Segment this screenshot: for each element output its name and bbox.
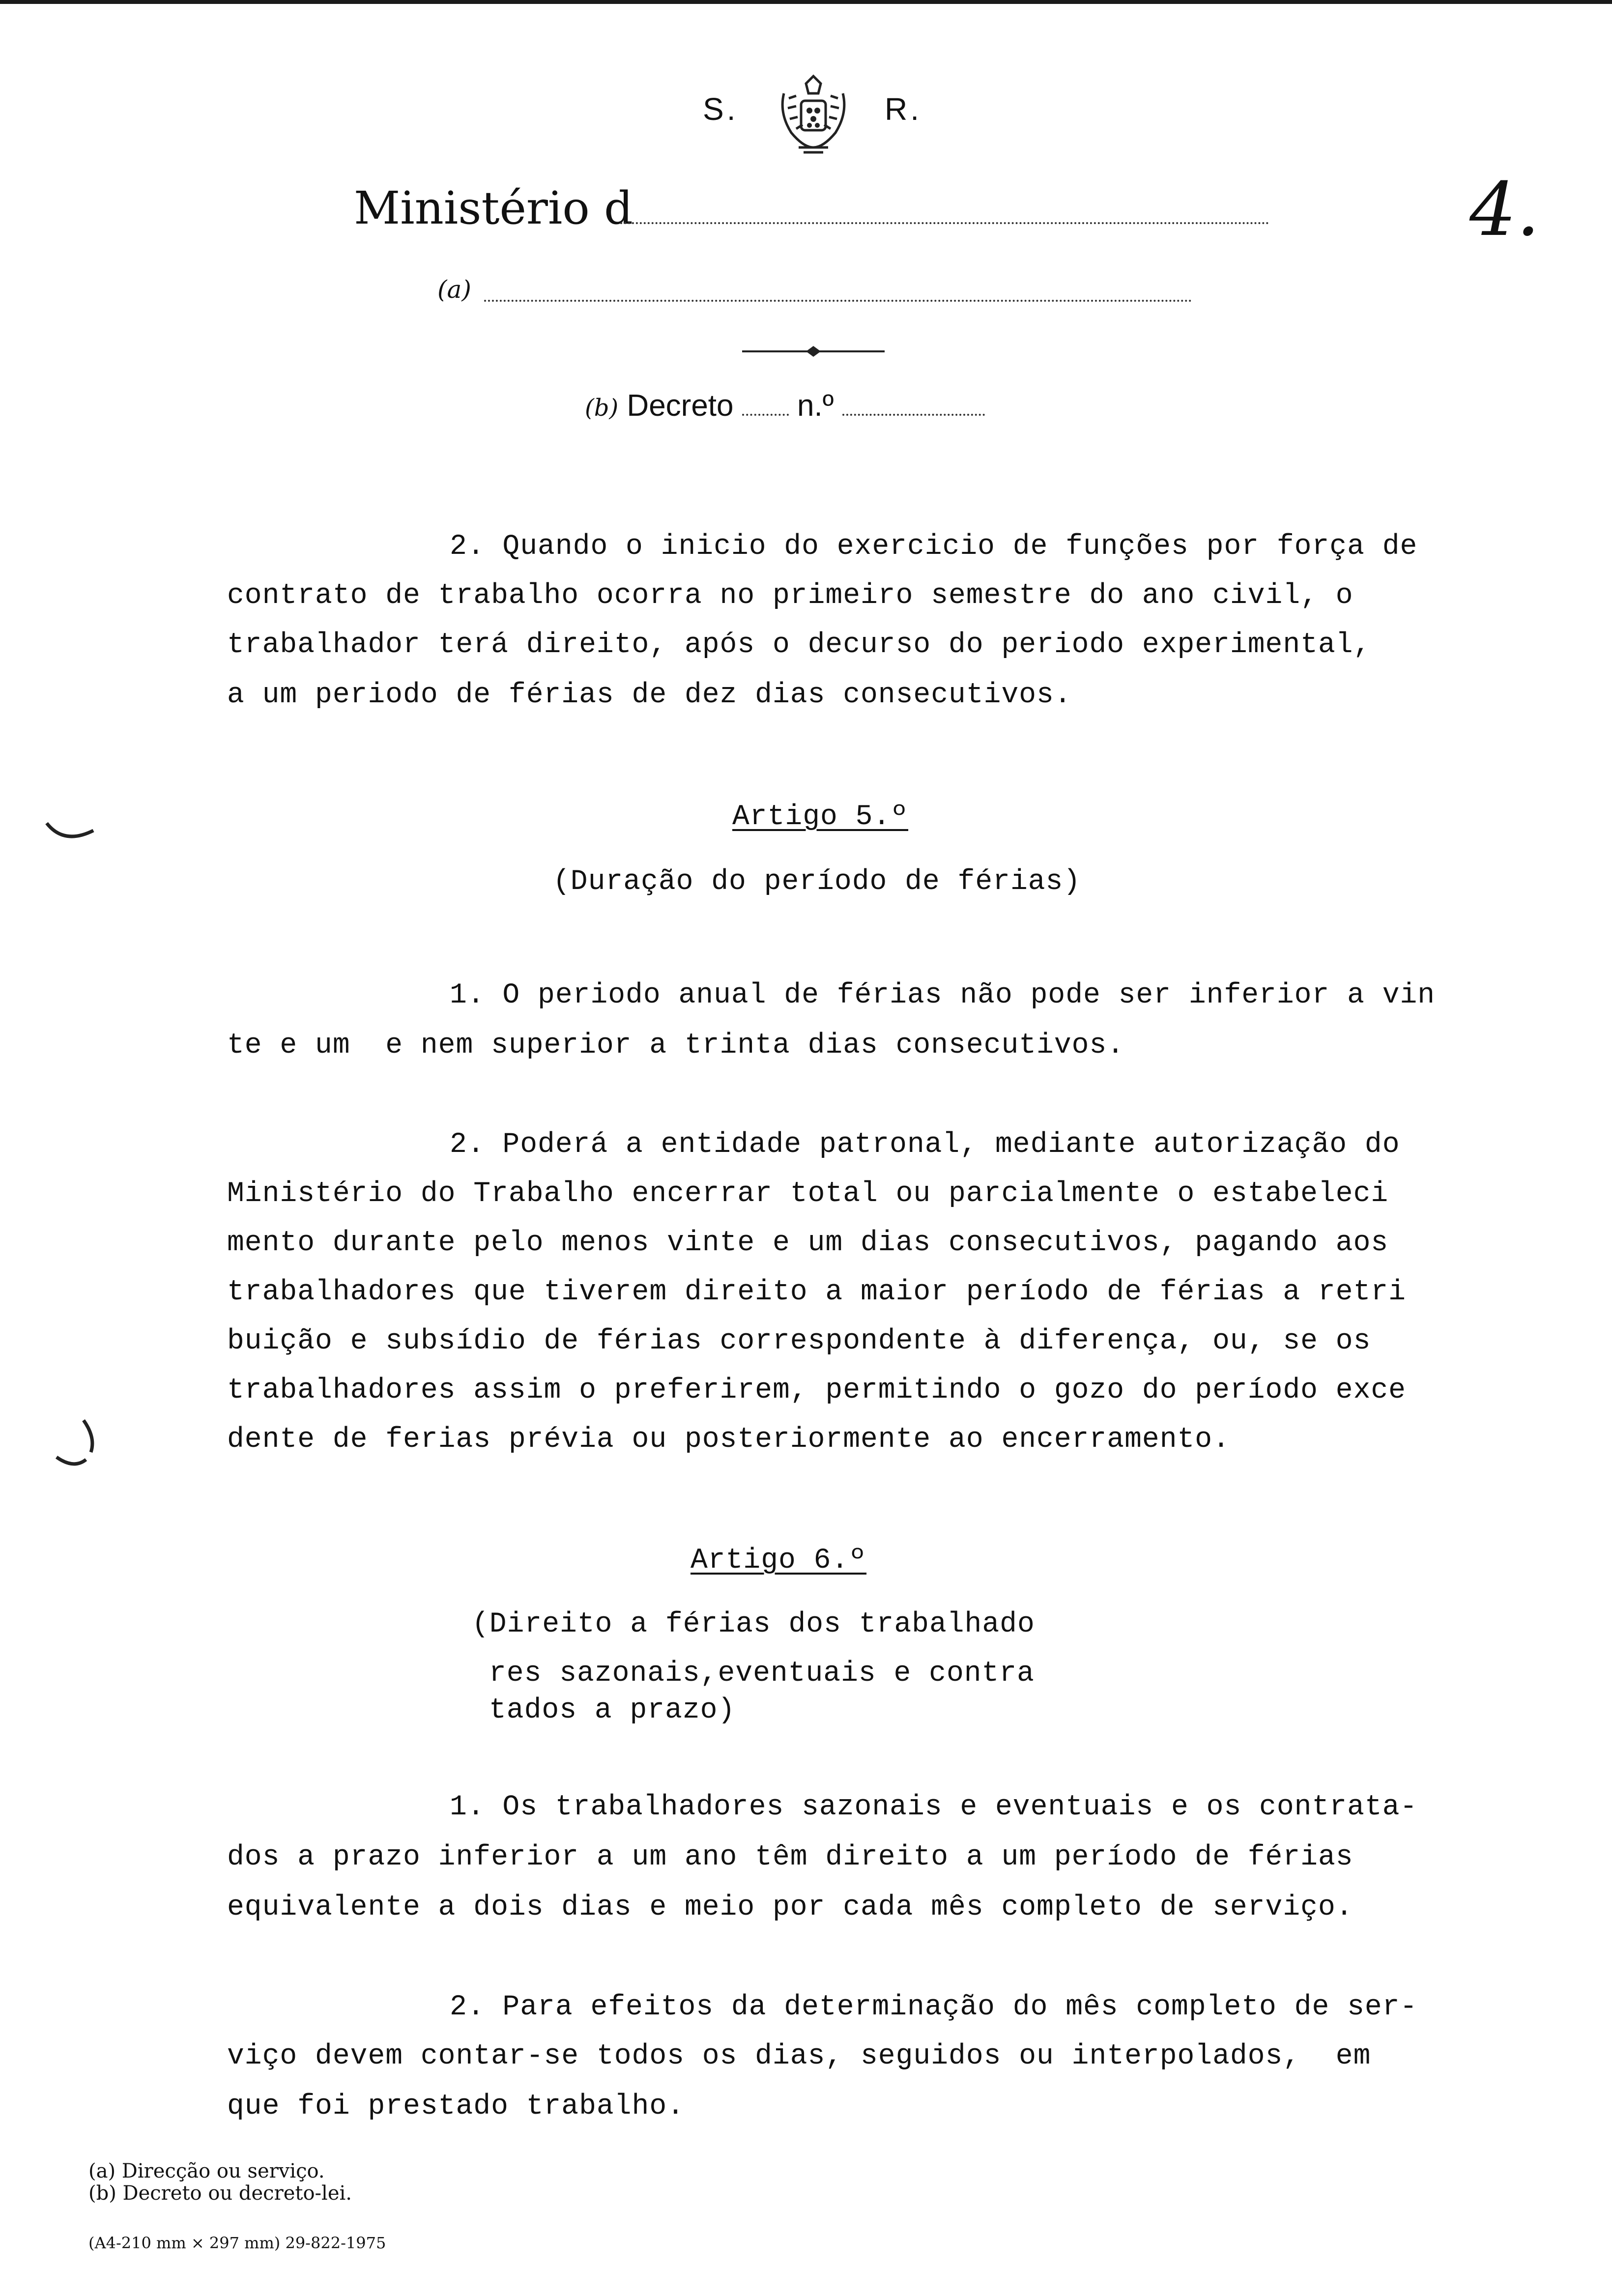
paragraph-line: trabalhador terá direito, após o decurso do periodo experimental, — [227, 629, 1371, 661]
header-s: S. — [703, 91, 739, 127]
article-6-heading: Artigo 6.º — [691, 1545, 867, 1577]
paragraph-line: contrato de trabalho ocorra no primeiro semestre do ano civil, o — [227, 580, 1353, 612]
top-border — [0, 0, 1612, 4]
ministry-title: Ministério d — [354, 182, 633, 234]
paragraph-line: 2. Poderá a entidade patronal, mediante autorização do — [450, 1129, 1400, 1161]
label-a: (a) — [437, 275, 471, 304]
divider-ornament-icon — [742, 344, 885, 359]
decree-number-fill — [842, 414, 985, 416]
decree-number-label: n.º — [797, 389, 834, 423]
punch-hole-mark-icon — [44, 818, 98, 848]
paragraph-line: a um periodo de férias de dez dias consecutivos. — [227, 679, 1072, 711]
paragraph-line: Ministério do Trabalho encerrar total ou parcialmente o estabeleci — [227, 1178, 1389, 1210]
handwritten-page-number: 4. — [1469, 167, 1540, 253]
paragraph-line: trabalhadores que tiverem direito a maior período de férias a retri — [227, 1276, 1406, 1308]
paragraph-line: viço devem contar-se todos os dias, seguidos ou interpolados, em — [227, 2040, 1371, 2072]
paragraph-line: 2. Quando o inicio do exercicio de funções por força de — [450, 531, 1418, 563]
article-6-title-line: tados a prazo) — [489, 1694, 736, 1726]
paragraph-line: equivalente a dois dias e meio por cada mês completo de serviço. — [227, 1892, 1353, 1923]
paragraph-line: trabalhadores assim o preferirem, permitindo o gozo do período exce — [227, 1375, 1406, 1406]
paragraph-line: mento durante pelo menos vinte e um dias consecutivos, pagando aos — [227, 1227, 1389, 1259]
paragraph-line: dos a prazo inferior a um ano têm direito a um período de férias — [227, 1841, 1353, 1873]
form-code: (A4-210 mm × 297 mm) 29-822-1975 — [88, 2234, 386, 2252]
paragraph-line: buição e subsídio de férias correspondente à diferença, ou, se os — [227, 1325, 1371, 1357]
ministry-fill-line — [620, 222, 1269, 224]
paragraph-line: te e um e nem superior a trinta dias consecutivos. — [227, 1030, 1125, 1062]
article-5-title: (Duração do período de férias) — [553, 866, 1081, 898]
paragraph-line: dente de ferias prévia ou posteriormente ao encerramento. — [227, 1424, 1230, 1456]
paragraph-line: que foi prestado trabalho. — [227, 2091, 685, 2123]
header-r: R. — [885, 91, 922, 127]
article-6-title-line: res sazonais,eventuais e contra — [489, 1658, 1035, 1690]
footnote-a: (a) Direcção ou serviço. — [88, 2160, 325, 2182]
punch-hole-mark-icon — [49, 1415, 103, 1469]
footnote-b: (b) Decreto ou decreto-lei. — [88, 2182, 352, 2205]
service-fill-line — [484, 300, 1192, 302]
label-b: (b) — [585, 394, 619, 422]
article-5-heading: Artigo 5.º — [732, 801, 909, 833]
decree-type-fill — [742, 414, 789, 416]
paragraph-line: 1. O periodo anual de férias não pode ser inferior a vin — [450, 979, 1436, 1011]
paragraph-line: 2. Para efeitos da determinação do mês completo de ser- — [450, 1991, 1418, 2023]
decree-label: Decreto — [627, 389, 734, 423]
paragraph-line: 1. Os trabalhadores sazonais e eventuais e os contrata- — [450, 1791, 1418, 1823]
coat-of-arms-icon — [769, 74, 858, 155]
decree-line — [585, 388, 985, 423]
article-6-title-line: (Direito a férias dos trabalhado — [472, 1608, 1035, 1640]
